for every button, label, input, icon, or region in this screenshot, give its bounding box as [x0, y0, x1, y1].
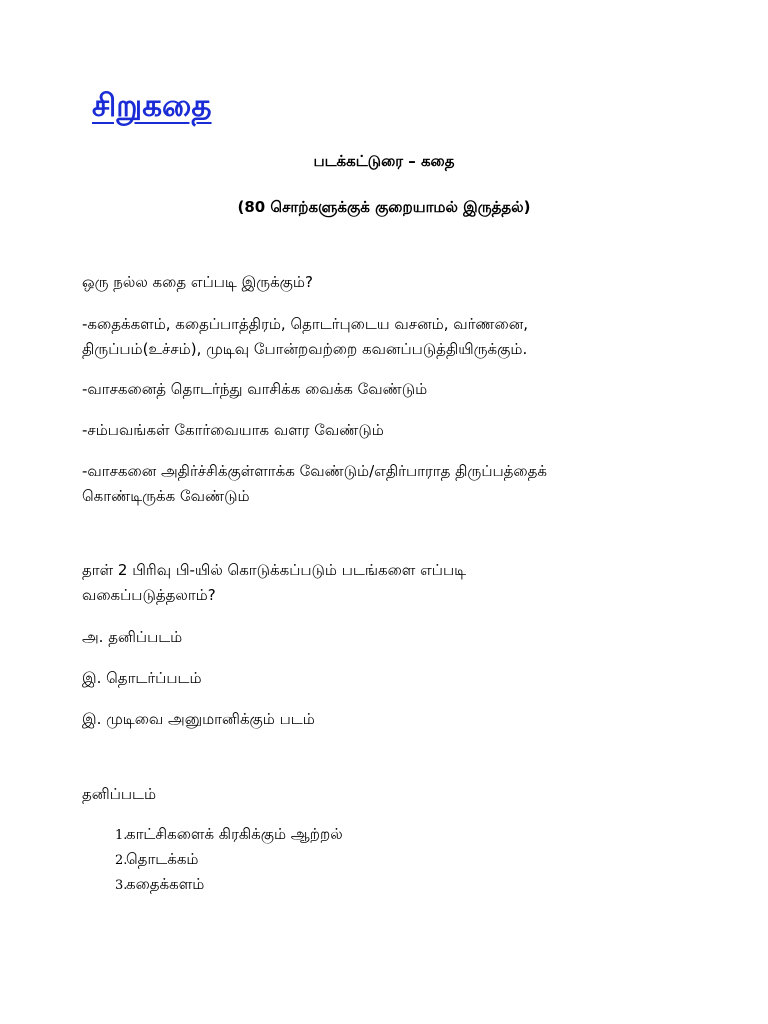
point-line: -கதைக்களம், கதைப்பாத்திரம், தொடர்புடைய வசனம், வர்ணனை,	[82, 315, 529, 333]
list-number: 1.	[115, 828, 128, 843]
type-item: அ. தனிப்படம்	[82, 628, 183, 646]
list-text: கதைக்களம்	[126, 875, 205, 893]
list-item	[82, 847, 343, 872]
list-text: காட்சிகளைக் கிரகிக்கும் ஆற்றல்	[126, 825, 343, 843]
question-picture-types: தாள் 2 பிரிவு பி-யில் கொடுக்கப்படும் படங்களை எப்படி	[82, 561, 467, 579]
question-picture-types: வகைப்படுத்தலாம்?	[82, 586, 216, 604]
section-heading: தனிப்படம்	[82, 785, 157, 803]
point-line: -வாசகனைத் தொடர்ந்து வாசிக்க வைக்க வேண்டும்	[82, 380, 428, 398]
numbered-list	[82, 822, 343, 897]
list-number: 2.	[115, 853, 128, 868]
subtitle: படக்கட்டுரை – கதை	[313, 152, 455, 170]
point-line: -சம்பவங்கள் கோர்வையாக வளர வேண்டும்	[82, 421, 384, 439]
type-item: இ. முடிவை அனுமானிக்கும் படம்	[82, 710, 315, 728]
point-line: கொண்டிருக்க வேண்டும்	[82, 487, 250, 505]
list-text: தொடக்கம்	[126, 850, 199, 868]
list-item	[82, 822, 343, 847]
point-line: திருப்பம்(உச்சம்), முடிவு போன்றவற்றை கவனப்படுத்தியிருக்கும்.	[82, 340, 528, 358]
point-line: -வாசகனை அதிர்ச்சிக்குள்ளாக்க வேண்டும்/எதிர்பாராத திருப்பத்தைக்	[82, 462, 547, 480]
subnote: (80 சொற்களுக்குக் குறையாமல் இருத்தல்)	[237, 198, 531, 216]
type-item: இ. தொடர்ப்படம்	[82, 669, 202, 687]
question-good-story: ஒரு நல்ல கதை எப்படி இருக்கும்?	[82, 273, 313, 291]
list-number: 3.	[115, 878, 128, 893]
list-item	[82, 872, 343, 897]
page-title: சிறுகதை	[92, 88, 212, 124]
